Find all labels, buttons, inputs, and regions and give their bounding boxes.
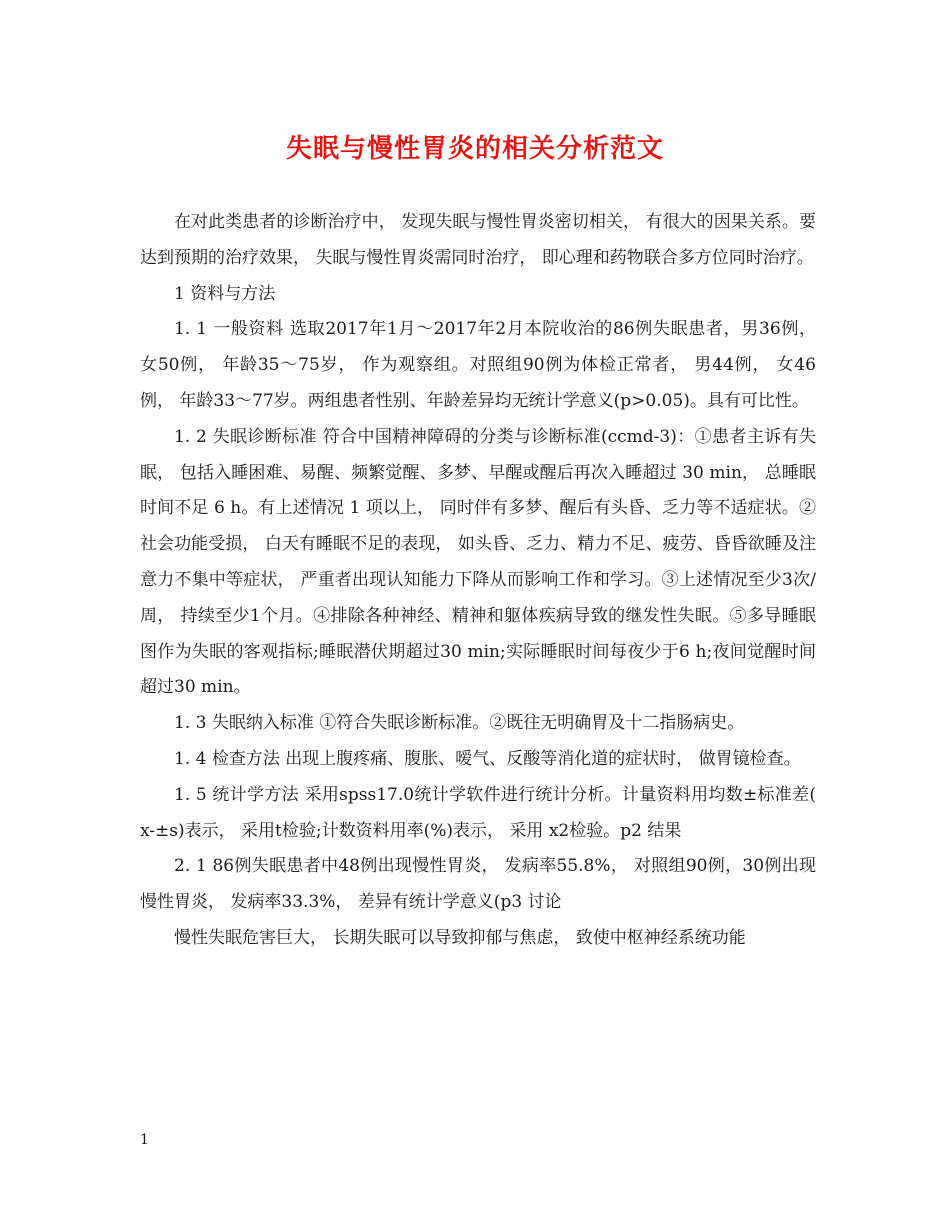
page-number: 1: [140, 1132, 149, 1148]
paragraph-diagnostic-criteria: 1. 2 失眠诊断标准 符合中国精神障碍的分类与诊断标准(ccmd-3)：①患者主诉有失眠， 包括入睡困难、易醒、频繁觉醒、多梦、早醒或醒后再次入睡超过 30 min， 总睡眠时间不足 6 h。有上述情况 1 项以上， 同时伴有多梦、醒后有头昏、乏力等不适症状。②社会功能受损， 白天有睡眠不足的表现， 如头昏、乏力、精力不足、疲劳、昏昏欲睡及注意力不集中等症状， 严重者出现认知能力下降从而影响工作和学习。③上述情况至少3次/周， 持续至少1个月。④排除各种神经、精神和躯体疾病导致的继发性失眠。⑤多导睡眠图作为失眠的客观指标;睡眠潜伏期超过30 min;实际睡眠时间每夜少于6 h;夜间觉醒时间超过30 min。: [140, 426, 816, 698]
paragraph-intro: 在对此类患者的诊断治疗中， 发现失眠与慢性胃炎密切相关， 有很大的因果关系。要达到预期的治疗效果， 失眠与慢性胃炎需同时治疗， 即心理和药物联合多方位同时治疗。: [140, 212, 816, 268]
section-heading-materials-methods: 1 资料与方法: [174, 283, 276, 304]
paragraph-examination-method: 1. 4 检查方法 出现上腹疼痛、腹胀、嗳气、反酸等消化道的症状时， 做胃镜检查。: [174, 748, 801, 769]
paragraph-results: 2. 1 86例失眠患者中48例出现慢性胃炎， 发病率55.8%， 对照组90例，30例出现慢性胃炎， 发病率33.3%， 差异有统计学意义(p3 讨论: [140, 856, 816, 913]
paragraph-general-data: 1. 1 一般资料 选取2017年1月～2017年2月本院收治的86例失眠患者，男36例， 女50例， 年龄35～75岁， 作为观察组。对照组90例为体检正常者， 男44例， 女46例， 年龄33～77岁。两组患者性别、年龄差异均无统计学意义(p>0.05)。具有可比性。: [140, 319, 816, 411]
paragraph-discussion: 慢性失眠危害巨大， 长期失眠可以导致抑郁与焦虑， 致使中枢神经系统功能: [174, 927, 746, 948]
document-body: [140, 205, 816, 957]
document-title: 失眠与慢性胃炎的相关分析范文: [285, 134, 664, 164]
paragraph-statistical-method: 1. 5 统计学方法 采用spss17.0统计学软件进行统计分析。计量资料用均数±标准差( x-±s)表示， 采用t检验;计数资料用率(%)表示， 采用 x2检验。p2 结果: [140, 784, 816, 841]
paragraph-inclusion-criteria: 1. 3 失眠纳入标准 ①符合失眠诊断标准。②既往无明确胃及十二指肠病史。: [174, 713, 745, 734]
